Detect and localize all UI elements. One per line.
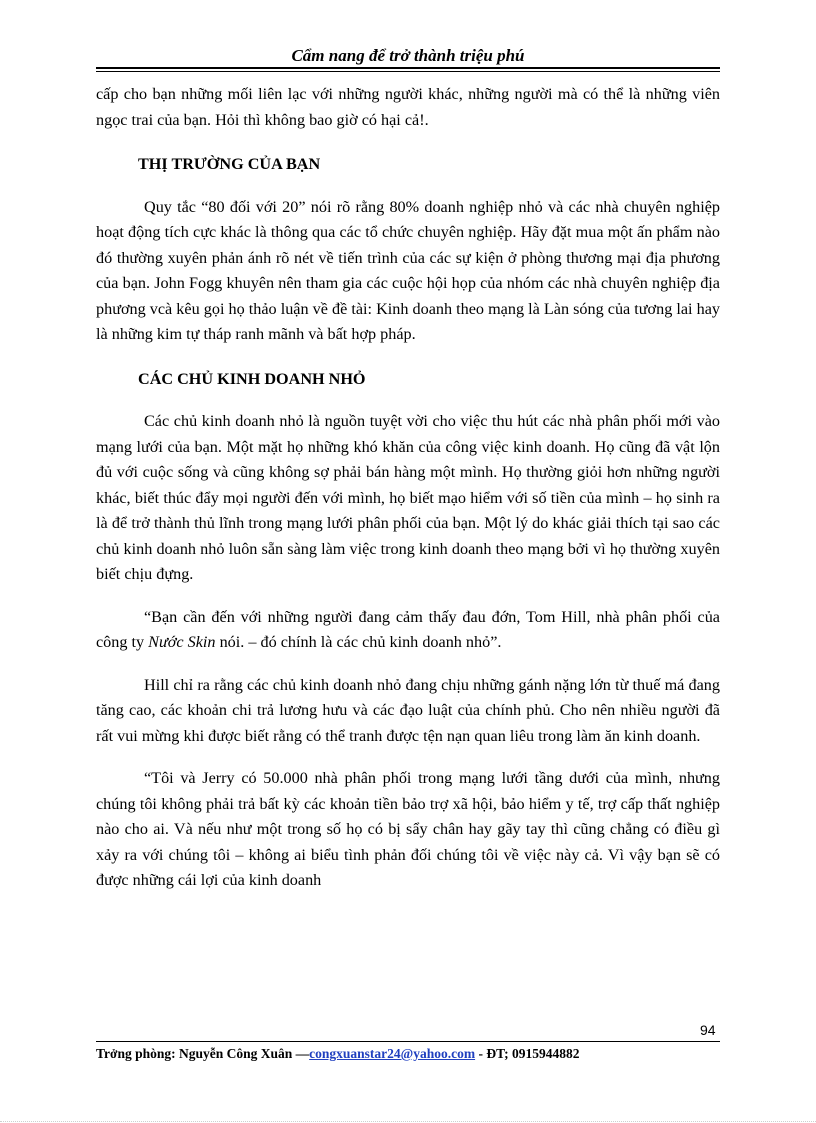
footer-email-link[interactable]: congxuanstar24@yahoo.com (309, 1046, 476, 1061)
company-name: Nước Skin (148, 633, 216, 651)
section-heading-market: THỊ TRƯỜNG CỦA BẠN (138, 155, 321, 173)
paragraph-hill-burdens: Hill chỉ ra rằng các chủ kinh doanh nhỏ đang chịu những gánh nặng lớn từ thuế má đang tăng cao, các khoản chi trả lương hưu và các đạo luật của chính phủ. Cho nên nhiều người đã rất vui mừng khi được biết rằng có thể tranh được tện nạn quan liêu trong làm ăn kinh doanh. (96, 675, 720, 745)
paragraph-small-business-owners: Các chủ kinh doanh nhỏ là nguồn tuyệt vời cho việc thu hút các nhà phân phối mới vào mạng lưới của bạn. Một mặt họ những khó khăn của công việc kinh doanh. Họ cũng đã vật lộn đủ với cuộc sống và cũng không sợ phải bán hàng một mình. Họ thường giỏi hơn những người khác, biết thúc đẩy mọi người đến với mình, họ biết mạo hiểm với số tiền của mình – họ sinh ra là để trở thành thủ lĩnh trong mạng lưới phân phối của bạn. Một lý do khác giải thích tại sao các chủ kinh doanh nhỏ luôn sẵn sàng làm việc trong kinh doanh theo mạng bởi vì họ thường xuyên biết chịu đựng. (96, 412, 720, 583)
section-heading-small-business: CÁC CHỦ KINH DOANH NHỎ (138, 369, 366, 388)
quote-text-start: “Bạn cần đến với những người đang cảm thấy đau đớn, Tom Hill, nhà phân phối của công ty (96, 607, 720, 651)
paragraph-rule-80-20: Quy tắc “80 đối với 20” nói rõ rằng 80% doanh nghiệp nhỏ và các nhà chuyên nghiệp hoạt động tích cực khác là thông qua các tổ chức chuyên nghiệp. Hãy đặt mua một ấn phẩm nào đó thường xuyên phản ánh rõ nét về tiến trình của các sự kiện ở phòng thương mại địa phương của bạn. John Fogg khuyên nên tham gia các cuộc hội họp của nhóm các nhà chuyên nghiệp địa phương vcà kêu gọi họ thảo luận về đề tài: Kinh doanh theo mạng là Làn sóng của tương lai hay là những kim tự tháp ranh mãnh và bất hợp pháp. (96, 197, 720, 343)
paragraph-jerry-quote: “Tôi và Jerry có 50.000 nhà phân phối trong mạng lưới tầng dưới của mình, nhưng chúng tôi không phải trả bất kỳ các khoản tiền bảo trợ xã hội, bảo hiểm y tế, trợ cấp thất nghiệp nào cho ai. Và nếu như một trong số họ có bị sẩy chân hay gãy tay thì cũng chẳng có điều gì xảy ra với chúng tôi – không ai biểu tình phản đối chúng tôi về việc này cả. Vì vậy bạn sẽ có được những cái lợi của kinh doanh (96, 769, 720, 889)
footer-contact (96, 1045, 736, 1063)
quote-text-end: nói. – đó chính là các chủ kinh doanh nhỏ”. (215, 633, 502, 651)
page-break-line (0, 1121, 816, 1122)
footer-phone: - ĐT; 0915944882 (475, 1046, 580, 1061)
paragraph-tom-hill-quote (96, 605, 720, 656)
page-body (96, 82, 720, 894)
footer-rule (96, 1041, 720, 1042)
page-number: 94 (700, 1022, 716, 1038)
footer-author: Trởng phòng: Nguyễn Công Xuân — (96, 1046, 310, 1061)
header-rule-thin (96, 71, 720, 72)
paragraph-continuation: cấp cho bạn những mối liên lạc với những người khác, những người mà có thể là những viên ngọc trai của bạn. Hỏi thì không bao giờ có hại cả!. (96, 85, 720, 129)
page-header-title: Cẩm nang để trở thành triệu phú (291, 46, 525, 65)
header-rule (96, 67, 720, 69)
